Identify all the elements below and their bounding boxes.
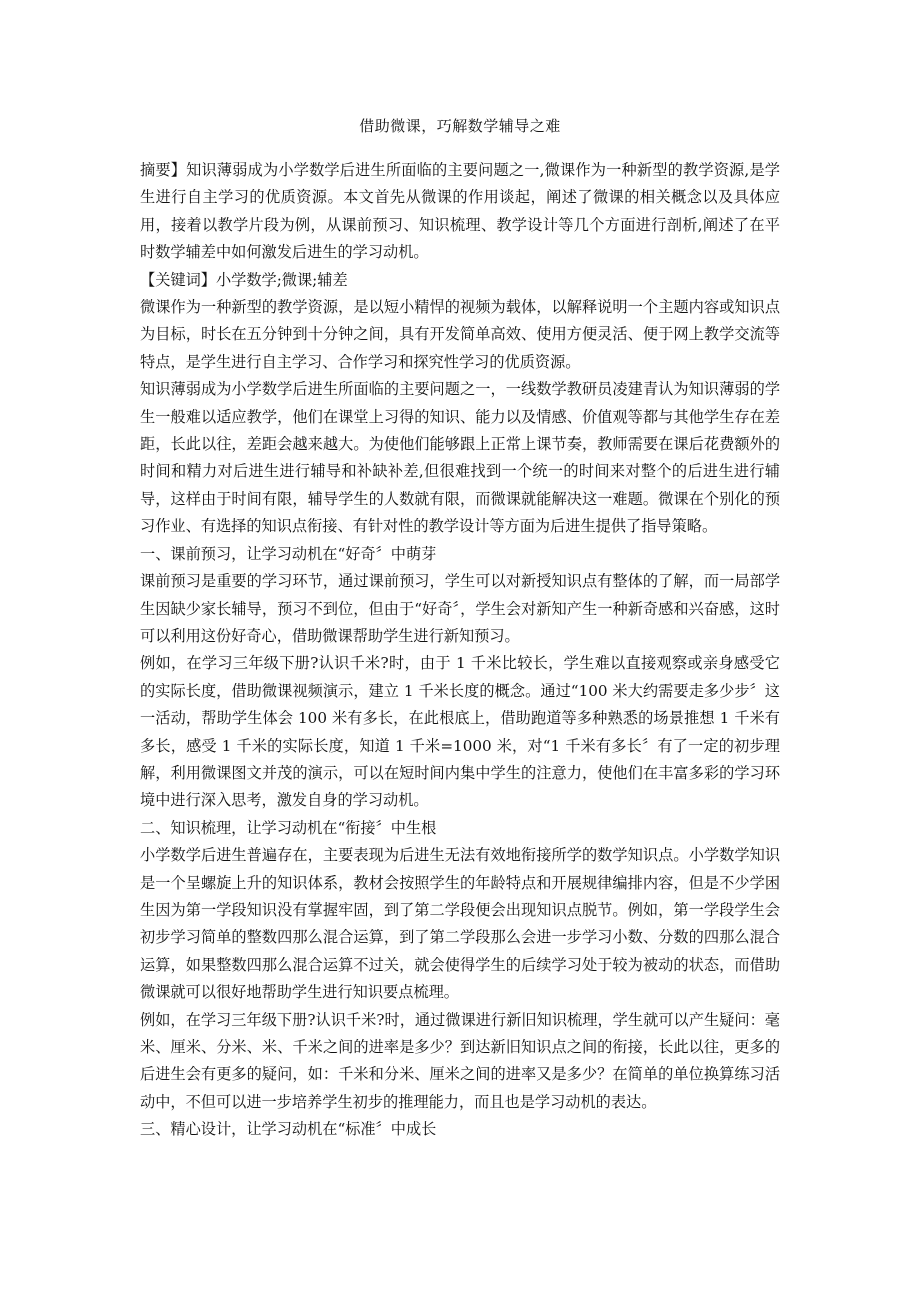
keywords-line: 【关键词】小学数学;微课;辅差	[140, 270, 348, 289]
body-paragraph: 课前预习是重要的学习环节，通过课前预习，学生可以对新授知识点有整体的了解，而一局部学生因缺少家长辅导，预习不到位，但由于“好奇〞，学生会对新知产生一种新奇感和兴奋感，这时可以利用这份好奇心，借助微课帮助学生进行新知预习。	[140, 572, 780, 645]
body-paragraph: 知识薄弱成为小学数学后进生所面临的主要问题之一，一线数学教研员凌建青认为知识薄弱的学生一般难以适应教学，他们在课堂上习得的知识、能力以及情感、价值观等都与其他学生存在差距，长此以往，差距会越来越大。为使他们能够跟上正常上课节奏，教师需要在课后花费额外的时间和精力对后进生进行辅导和补缺补差,但很难找到一个统一的时间来对整个的后进生进行辅导，这样由于时间有限，辅导学生的人数就有限，而微课就能解决这一难题。微课在个别化的预习作业、有选择的知识点衔接、有针对性的教学设计等方面为后进生提供了指导策略。	[140, 380, 780, 536]
body-paragraph: 小学数学后进生普遍存在，主要表现为后进生无法有效地衔接所学的数学知识点。小学数学知识是一个呈螺旋上升的知识体系，教材会按照学生的年龄特点和开展规律编排内容，但是不少学困生因为第一学段知识没有掌握牢固，到了第二学段便会出现知识点脱节。例如，第一学段学生会初步学习简单的整数四那么混合运算，到了第二学段那么会进一步学习小数、分数的四那么混合运算，如果整数四那么混合运算不过关，就会使得学生的后续学习处于较为被动的状态，而借助微课就可以很好地帮助学生进行知识要点梳理。	[140, 846, 780, 1002]
document-title: 借助微课，巧解数学辅导之难	[359, 117, 561, 135]
document-body	[140, 157, 780, 1144]
body-paragraph: 微课作为一种新型的教学资源，是以短小精悍的视频为载体，以解释说明一个主题内容或知识点为目标，时长在五分钟到十分钟之间，具有开发简单高效、使用方便灵活、便于网上教学交流等特点，是学生进行自主学习、合作学习和探究性学习的优质资源。	[140, 298, 780, 371]
section-heading: 一、课前预习，让学习动机在“好奇〞中萌芽	[140, 544, 437, 563]
section-heading: 三、精心设计，让学习动机在“标准〞中成长	[140, 1120, 437, 1139]
abstract-paragraph: 摘要】知识薄弱成为小学数学后进生所面临的主要问题之一,微课作为一种新型的教学资源,是学生进行自主学习的优质资源。本文首先从微课的作用谈起，阐述了微课的相关概念以及具体应用，接着以教学片段为例，从课前预习、知识梳理、教学设计等几个方面进行剖析,阐述了在平时数学辅差中如何激发后进生的学习动机。	[140, 161, 780, 262]
body-paragraph: 例如，在学习三年级下册?认识千米?时，通过微课进行新旧知识梳理，学生就可以产生疑问：毫米、厘米、分米、米、千米之间的进率是多少？到达新旧知识点之间的衔接，长此以往，更多的后进生会有更多的疑问，如：千米和分米、厘米之间的进率又是多少？在简单的单位换算练习活动中，不但可以进一步培养学生初步的推理能力，而且也是学习动机的表达。	[140, 1010, 780, 1111]
section-heading: 二、知识梳理，让学习动机在“衔接〞中生根	[140, 818, 437, 837]
body-paragraph: 例如，在学习三年级下册?认识千米?时，由于 1 千米比较长，学生难以直接观察或亲身感受它的实际长度，借助微课视频演示，建立 1 千米长度的概念。通过“100 米大约需要走多少步〞这一活动，帮助学生体会 100 米有多长，在此根底上，借助跑道等多种熟悉的场景推想 1 千米有多长，感受 1 千米的实际长度，知道 1 千米=1000 米，对“1 千米有多长〞有了一定的初步理解，利用微课图文并茂的演示，可以在短时间内集中学生的注意力，使他们在丰富多彩的学习环境中进行深入思考，激发自身的学习动机。	[140, 654, 780, 810]
